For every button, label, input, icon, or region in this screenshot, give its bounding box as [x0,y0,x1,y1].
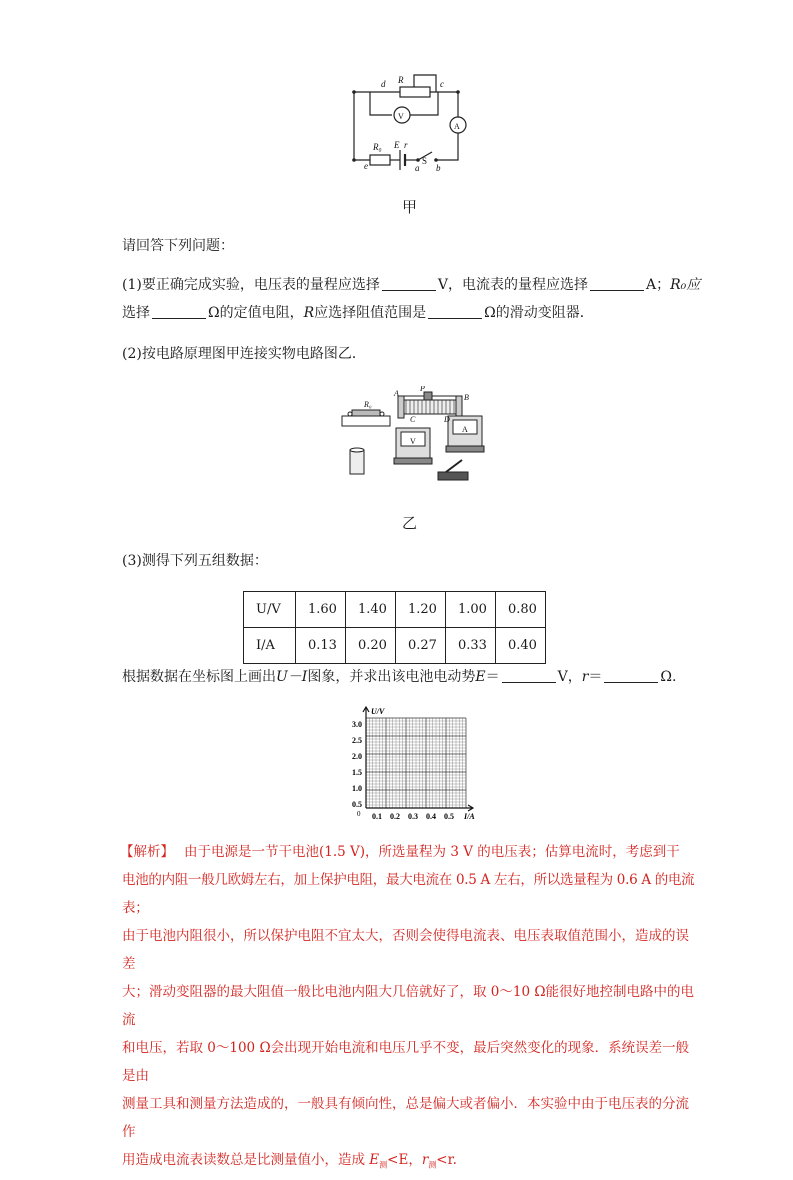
explanation-line-3: 由于电池内阻很小，所以保护电阻不宜太大，否则会使得电流表、电压表取值范围小，造成的误差 [122,928,689,972]
table-cell: 0.20 [346,628,396,664]
apparatus-figure-yi [338,386,498,486]
label-R0: R₀ [373,142,382,152]
blank-rheostat-range [428,304,482,319]
table-cell: 1.00 [446,592,496,628]
circuit-diagram-jia [340,70,470,180]
label-A: A [454,122,460,131]
table-cell: 1.60 [296,592,346,628]
q1-text-g: R [303,305,315,321]
symbol-r: r [421,1152,429,1168]
explanation-line-1 [122,838,702,866]
label-b: b [436,163,441,173]
label-V: V [398,112,404,121]
table-header-voltage: U/V [244,592,296,628]
table-row-voltage [244,592,546,628]
intro-text: 请回答下列问题： [122,238,234,254]
x-tick-0.4: 0.4 [426,812,436,821]
question-3-title: (3)测得下列五组数据： [122,553,268,569]
q3-text-f: V， [557,669,582,685]
y-tick-1.5: 1.5 [352,768,362,777]
ui-grid-chart [340,704,490,824]
label-r: r [404,140,408,150]
label-yi-C: C [410,415,416,424]
subscript-measured: 测 [379,1160,388,1170]
label-yi-R0: R₀ [364,400,372,409]
y-tick-3.0: 3.0 [352,720,362,729]
explanation-block [122,838,702,1180]
table-cell: 1.40 [346,592,396,628]
label-yi-B: B [464,393,469,402]
label-yi-D: D [444,415,450,424]
origin-label: 0 [357,810,361,818]
q1-text-i: Ω的滑动变阻器． [484,305,594,321]
label-a: a [415,163,420,173]
question-1-line-2 [122,300,594,326]
blank-internal-resistance [604,668,658,683]
table-cell: 0.33 [446,628,496,664]
label-c: c [440,79,444,89]
explanation-line-5: 和电压，若取 0～100 Ω会出现开始电流和电压几乎不变，最后突然变化的现象．系统误差一般是由 [122,1040,690,1084]
x-tick-0.5: 0.5 [444,812,454,821]
q3-text-g: r [581,669,589,685]
label-d: d [381,79,386,89]
table-cell: 0.27 [396,628,446,664]
q1-text-c: A； [645,277,671,293]
q1-text-a: (1)要正确完成实验，电压表的量程应选择 [122,277,380,293]
q3-text-b: U－I [276,669,308,685]
subscript-measured: 测 [428,1160,437,1170]
x-axis-label: I/A [464,812,475,821]
x-tick-0.3: 0.3 [408,812,418,821]
x-tick-0.1: 0.1 [372,812,382,821]
explanation-text: 由于电源是一节干电池(1.5 V)，所选量程为 3 V 的电压表；估算电流时，考虑到干 [184,844,680,860]
label-S: S [422,156,428,166]
q1-text-d: R₀应 [670,277,701,293]
blank-ammeter-range [590,276,644,291]
grid-lines [366,718,466,808]
table-cell: 0.13 [296,628,346,664]
data-table [243,591,546,664]
question-2: (2)按电路原理图甲连接实物电路图乙． [122,346,366,362]
question-3-instruction [122,664,676,690]
q3-text-d: E [475,669,486,685]
table-cell: 1.20 [396,592,446,628]
explanation-line-4: 大；滑动变阻器的最大阻值一般比电池内阻大几倍就好了，取 0～10 Ω能很好地控制电路中的电流 [122,984,695,1028]
explanation-text: <r. [436,1152,457,1168]
table-header-current: I/A [244,628,296,664]
blank-r0-value [152,304,206,319]
explanation-text: <E， [387,1152,422,1168]
symbol-E: E [369,1152,380,1168]
explanation-line-2: 电池的内阻一般几欧姆左右，加上保护电阻，最大电流在 0.5 A 左右，所以选量程为 0.6 A 的电流表； [122,872,695,916]
y-tick-2.5: 2.5 [352,736,362,745]
table-cell: 0.40 [496,628,546,664]
blank-voltmeter-range [382,276,436,291]
label-E: E [394,140,400,150]
q3-text-i: Ω. [660,669,677,685]
y-tick-0.5: 0.5 [352,800,362,809]
label-R: R [398,75,404,85]
explanation-tag: 【解析】 [120,844,174,860]
x-tick-0.2: 0.2 [390,812,400,821]
q3-text-a: 根据数据在坐标图上画出 [122,669,276,685]
question-1-line-1 [122,272,700,298]
y-axis-label: U/V [371,707,385,716]
q3-text-c: 图象，并求出该电池电动势 [307,669,476,685]
q1-text-b: V，电流表的量程应选择 [437,277,588,293]
q1-text-e: 选择 [122,305,150,321]
q3-text-h: ＝ [588,669,603,685]
label-yi-P: P [420,386,425,393]
label-yi-A: A [394,389,399,398]
q1-text-h: 应选择阻值范围是 [314,305,427,321]
explanation-text: 用造成电流表读数总是比测量值小，造成 [122,1152,365,1168]
table-cell: 0.80 [496,592,546,628]
caption-jia: 甲 [402,198,418,216]
blank-emf [502,668,556,683]
label-e: e [364,161,368,171]
explanation-line-7 [122,1146,702,1180]
label-yi-V: V [410,437,416,446]
y-tick-1.0: 1.0 [352,784,362,793]
q1-text-f: Ω的定值电阻， [208,305,304,321]
caption-yi: 乙 [402,514,418,532]
table-row-current [244,628,546,664]
explanation-line-6: 测量工具和测量方法造成的，一般具有倾向性，总是偏大或者偏小．本实验中由于电压表的分流作 [122,1096,689,1140]
q3-text-e: ＝ [485,669,500,685]
y-tick-2.0: 2.0 [352,752,362,761]
label-yi-Am: A [462,425,468,434]
